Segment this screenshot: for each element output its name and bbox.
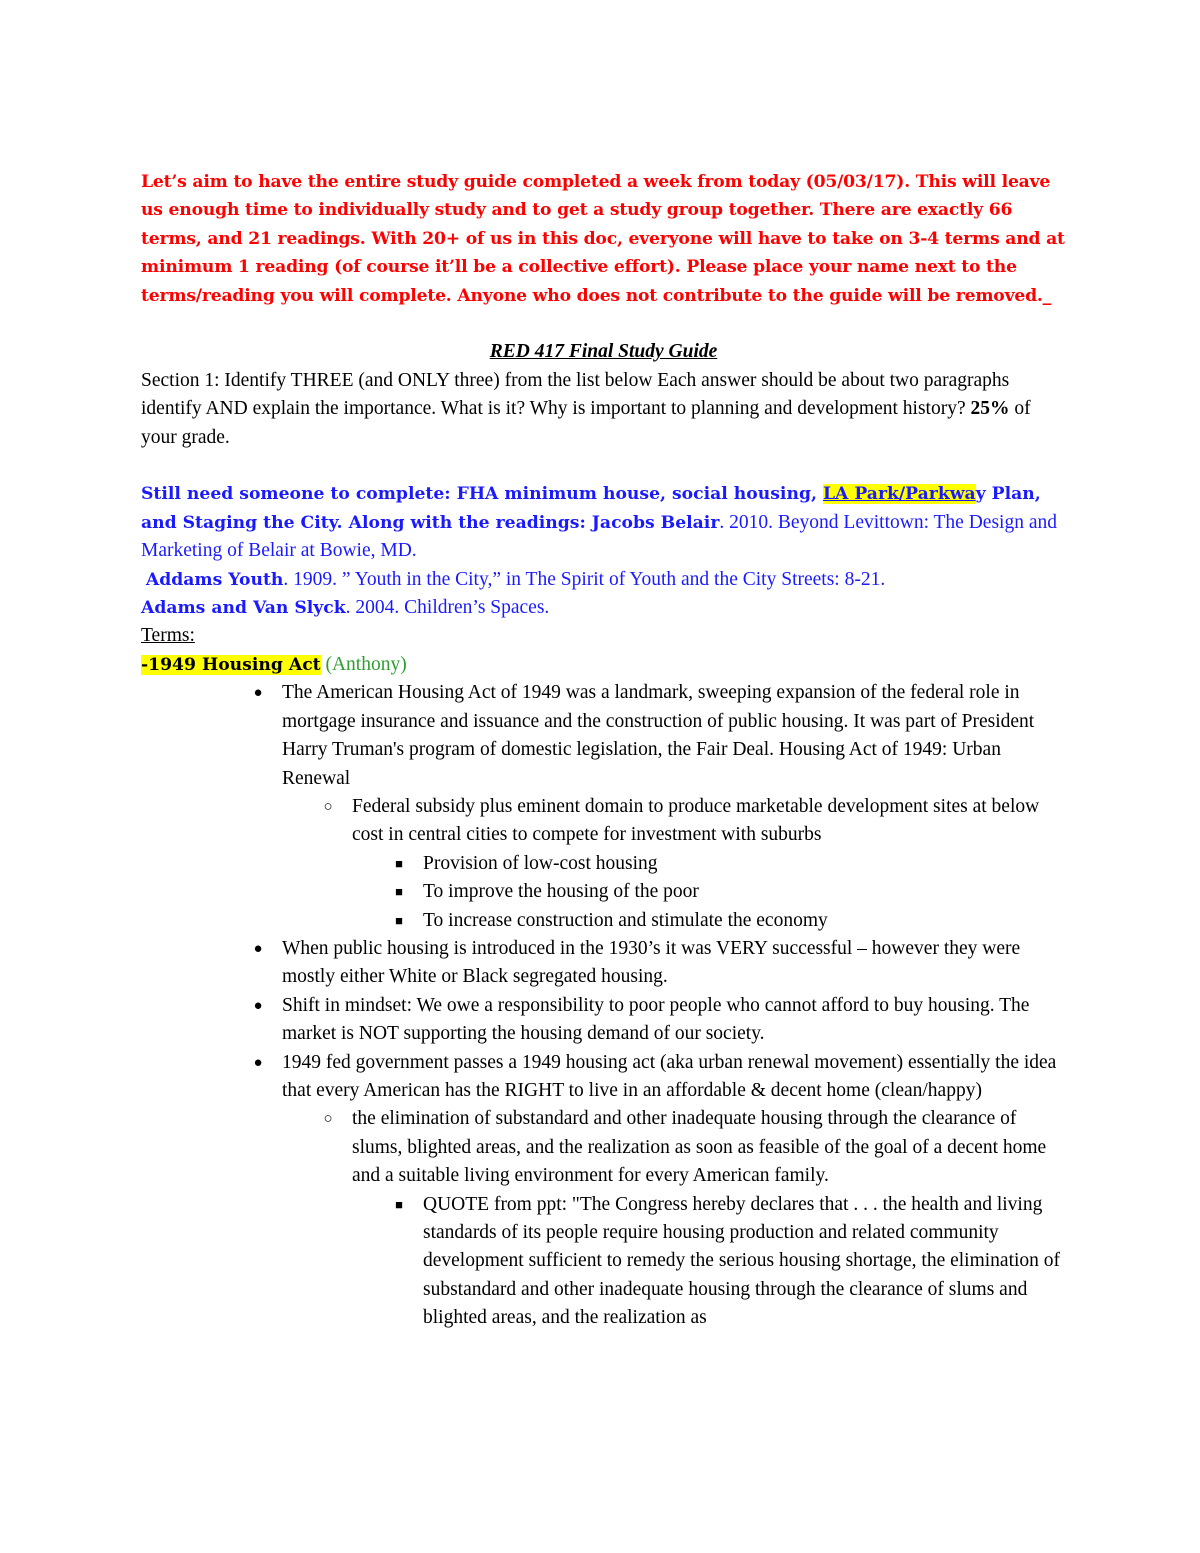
- bullet-text: the elimination of substandard and other inadequate housing through the clearance of slums, blighted areas, and the realization as soon as feasible of the goal of a decent home and a suitable living environment for every American family.: [352, 1108, 1047, 1187]
- bullet-marker: ○: [323, 1111, 333, 1128]
- grade-weight: 25%: [970, 398, 1010, 420]
- section-1-instructions: [141, 367, 1066, 452]
- bullet-marker: ●: [253, 685, 263, 702]
- bullet-text: 1949 fed government passes a 1949 housing act (aka urban renewal movement) essentially the idea that every American has the RIGHT to live in an affordable & decent home (clean/happy): [282, 1051, 1057, 1101]
- bullet-item-level-2: [323, 793, 1066, 850]
- bullet-marker: ●: [253, 997, 263, 1014]
- bullet-text: Provision of low-cost housing: [423, 852, 658, 874]
- bullet-text: When public housing is introduced in the 1930’s it was VERY successful – however they were mostly either White or Black segregated housing.: [282, 937, 1021, 988]
- reading-1-author: Jacobs Belair: [591, 512, 720, 533]
- reading-1-citation: . 2010. Beyond Levittown: The Design and Marketing of Belair at Bowie, MD.: [141, 511, 1057, 562]
- bullet-item-level-1: [253, 1049, 1066, 1106]
- still-need-paragraph: [141, 480, 1066, 565]
- bullet-text: QUOTE from ppt: "The Congress hereby declares that . . . the health and living standards of its people require housing production and related community development sufficient to remedy the serious housing shortage, the elimination of substandard and other inadequate housing through the clearance of slums and blighted areas, and the realization as: [423, 1193, 1061, 1329]
- announcement-paragraph: Let’s aim to have the entire study guide completed a week from today (05/03/17). This will leave us enough time to individually study and to get a study group together. There are exactly 66 terms, and 21 readings. With 20+ of us in this doc, everyone will have to take on 3-4 terms and at minimum 1 reading (of course it’ll be a collective effort). Please place your name next to the terms/reading you will complete. Anyone who does not contribute to the guide will be removed._: [141, 172, 1065, 306]
- bullet-item-level-1: [253, 935, 1066, 992]
- document-title: RED 417 Final Study Guide: [489, 341, 718, 363]
- bullet-text: To increase construction and stimulate the economy: [423, 909, 828, 931]
- bullet-marker: ■: [395, 912, 403, 928]
- bullet-item-level-3: [395, 850, 1066, 878]
- bullet-item-level-1: [253, 679, 1066, 793]
- bullet-marker: ○: [323, 798, 333, 815]
- bullet-text: To improve the housing of the poor: [423, 881, 699, 903]
- bullet-item-level-3: [395, 878, 1066, 906]
- bullet-text: The American Housing Act of 1949 was a landmark, sweeping expansion of the federal role in mortgage insurance and issuance and the construction of public housing. It was part of President Harry Truman's program of domestic legislation, the Fair Deal. Housing Act of 1949: Urban Renewal: [282, 682, 1035, 789]
- reading-3-citation: . 2004. Children’s Spaces.: [345, 597, 550, 619]
- bullet-item-level-3: [395, 907, 1066, 935]
- reading-3-author: Adams and Van Slyck: [141, 598, 346, 619]
- section-1-text: Section 1: Identify THREE (and ONLY three) from the list below Each answer should be about two paragraphs identify AND explain the importance. What is it? Why is important to planning and development history?: [141, 369, 1010, 420]
- bullet-item-level-3: [395, 1191, 1066, 1333]
- bullet-marker: ●: [253, 940, 263, 957]
- reading-2-citation: . 1909. ” Youth in the City,” in The Spirit of Youth and the City Streets: 8-21.: [283, 568, 886, 590]
- highlighted-term-la-park: LA Park/Parkwa: [822, 484, 976, 505]
- blank-line: [141, 452, 1066, 480]
- bullet-marker: ●: [253, 1054, 263, 1071]
- reading-3: [141, 594, 1066, 622]
- document-page: [141, 168, 1066, 1333]
- term-1-heading-line: [141, 651, 1066, 679]
- terms-label: Terms:: [141, 625, 195, 647]
- still-need-colon: :: [579, 512, 592, 533]
- bullet-item-level-1: [253, 992, 1066, 1049]
- still-need-continued: y Plan, and Staging the City. Along with the readings: [141, 484, 1041, 533]
- bullet-marker: ■: [395, 884, 403, 900]
- reading-2-author: Addams Youth: [145, 569, 284, 590]
- term-1-author: (Anthony): [320, 653, 407, 675]
- bullet-item-level-2: [323, 1105, 1066, 1190]
- term-1-bullet-list: [141, 679, 1066, 1332]
- section-1-suffix: of your grade.: [141, 398, 1031, 448]
- still-need-lead: Still need someone to complete: FHA minimum house, social housing,: [141, 484, 823, 505]
- bullet-text: Shift in mindset: We owe a responsibility to poor people who cannot afford to buy housing. The market is NOT supporting the housing demand of our society.: [282, 994, 1030, 1045]
- bullet-marker: ■: [395, 1196, 403, 1212]
- term-1-heading: -1949 Housing Act: [141, 654, 321, 675]
- bullet-text: Federal subsidy plus eminent domain to produce marketable development sites at below cost in central cities to compete for investment with suburbs: [352, 795, 1040, 846]
- bullet-marker: ■: [395, 855, 403, 871]
- reading-2: [141, 566, 1066, 594]
- blank-line: [141, 310, 1066, 338]
